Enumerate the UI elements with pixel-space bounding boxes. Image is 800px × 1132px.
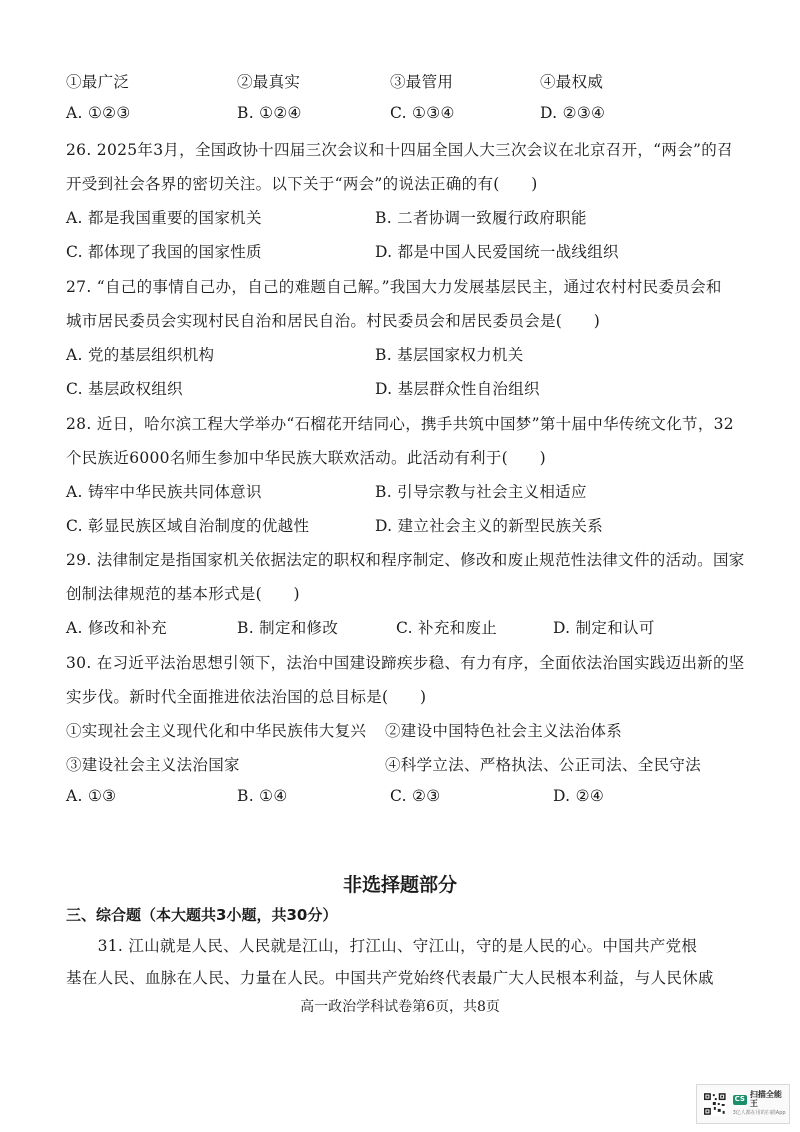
q25-item-4: ④最权威: [540, 73, 604, 91]
q28-option-a: A. 铸牢中华民族共同体意识: [66, 483, 262, 501]
q30-option-d: D. ②④: [553, 787, 605, 805]
q30-option-c: C. ②③: [390, 787, 441, 805]
section-heading: 三、综合题（本大题共3小题，共30分）: [66, 906, 338, 924]
q28-stem-line-2: 个民族近6000名师生参加中华民族大联欢活动。此活动有利于( ): [66, 449, 546, 467]
q28-option-b: B. 引导宗教与社会主义相适应: [375, 483, 587, 501]
q27-stem-line-1: 27. “自己的事情自己办，自己的难题自己解。”我国大力发展基层民主，通过农村村民委员会和: [66, 278, 722, 296]
q29-option-d: D. 制定和认可: [553, 619, 655, 637]
q25-option-a: A. ①②③: [66, 104, 131, 122]
q31-stem-line-2: 基在人民、血脉在人民、力量在人民。中国共产党始终代表最广大人民根本利益，与人民休戚: [66, 969, 714, 987]
q30-item-1: ①实现社会主义现代化和中华民族伟大复兴: [66, 722, 367, 740]
q29-option-a: A. 修改和补充: [66, 619, 167, 637]
q30-item-2: ②建设中国特色社会主义法治体系: [385, 722, 623, 740]
q25-option-b: B. ①②④: [237, 104, 302, 122]
q26-stem-line-2: 开受到社会各界的密切关注。以下关于“两会”的说法正确的有( ): [66, 175, 538, 193]
q27-option-d: D. 基层群众性自治组织: [375, 380, 540, 398]
q30-item-3: ③建设社会主义法治国家: [66, 756, 240, 774]
q25-option-c: C. ①③④: [390, 104, 455, 122]
q25-item-2: ②最真实: [237, 73, 301, 91]
q27-stem-line-2: 城市居民委员会实现村民自治和居民自治。村民委员会和居民委员会是( ): [66, 312, 601, 330]
q27-option-a: A. 党的基层组织机构: [66, 346, 215, 364]
qr-code-icon: [703, 1092, 727, 1116]
q29-stem-line-1: 29. 法律制定是指国家机关依据法定的职权和程序制定、修改和废止规范性法律文件的活动。国家: [66, 551, 745, 569]
q26-option-a: A. 都是我国重要的国家机关: [66, 209, 262, 227]
q27-option-c: C. 基层政权组织: [66, 380, 183, 398]
q28-option-c: C. 彰显民族区域自治制度的优越性: [66, 517, 310, 535]
scanner-logo: CS: [734, 1095, 745, 1104]
scanner-tagline: 3亿人都在用的扫描App: [732, 1110, 786, 1117]
q26-stem-line-1: 26. 2025年3月，全国政协十四届三次会议和十四届全国人大三次会议在北京召开，“两会”的召: [66, 141, 733, 159]
q25-item-3: ③最管用: [390, 73, 454, 91]
q28-option-d: D. 建立社会主义的新型民族关系: [375, 517, 604, 535]
page-footer: 高一政治学科试卷第6页，共8页: [300, 999, 500, 1015]
section-title: 非选择题部分: [342, 874, 457, 896]
q29-option-c: C. 补充和废止: [396, 619, 498, 637]
q25-option-d: D. ②③④: [540, 104, 606, 122]
q29-stem-line-2: 创制法律规范的基本形式是( ): [66, 585, 300, 603]
q29-option-b: B. 制定和修改: [237, 619, 339, 637]
q26-option-d: D. 都是中国人民爱国统一战线组织: [375, 243, 619, 261]
q26-option-b: B. 二者协调一致履行政府职能: [375, 209, 587, 227]
q25-item-1: ①最广泛: [66, 73, 130, 91]
scanner-name: 扫描全能王: [749, 1090, 782, 1109]
q30-option-a: A. ①③: [66, 787, 117, 805]
q30-stem-line-2: 实步伐。新时代全面推进依法治国的总目标是( ): [66, 688, 427, 706]
q27-option-b: B. 基层国家权力机关: [375, 346, 524, 364]
q30-stem-line-1: 30. 在习近平法治思想引领下，法治中国建设蹄疾步稳、有力有序，全面依法治国实践迈出新的坚: [66, 654, 745, 672]
q31-stem-line-1: 31. 江山就是人民、人民就是江山，打江山、守江山，守的是人民的心。中国共产党根: [66, 937, 698, 955]
q26-option-c: C. 都体现了我国的国家性质: [66, 243, 262, 261]
q30-option-b: B. ①④: [237, 787, 288, 805]
q30-item-4: ④科学立法、严格执法、公正司法、全民守法: [385, 756, 702, 774]
q28-stem-line-1: 28. 近日，哈尔滨工程大学举办“石榴花开结同心，携手共筑中国梦”第十届中华传统文化节，32: [66, 415, 734, 433]
scanner-watermark: [696, 1084, 790, 1124]
